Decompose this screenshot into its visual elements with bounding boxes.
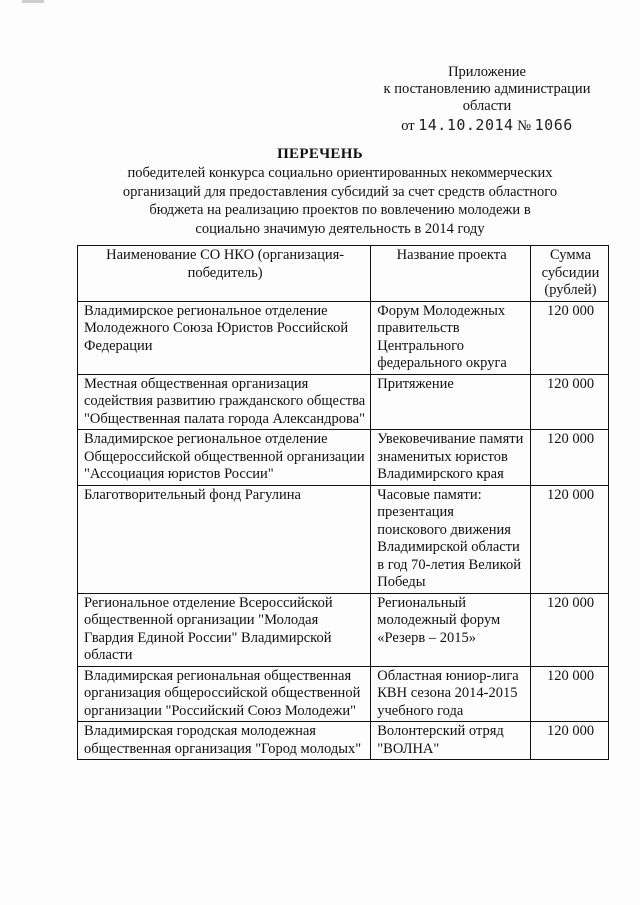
subsidy-amount: 120 000 bbox=[531, 593, 609, 666]
table-row bbox=[78, 722, 609, 760]
header-amount: Сумма субсидии (рублей) bbox=[531, 246, 609, 302]
table-row bbox=[78, 374, 609, 430]
org-name: Владимирская региональная общественная организация общероссийской общественной организации "Российский Союз Молодежи" bbox=[78, 666, 371, 722]
table-row bbox=[78, 430, 609, 486]
document-title: ПЕРЕЧЕНЬ bbox=[277, 146, 363, 162]
date-prefix: от bbox=[401, 118, 415, 134]
project-name: Часовые памяти: презентация поискового движения Владимирской области в год 70-летия Великой Победы bbox=[371, 485, 531, 593]
appendix-line-1: Приложение bbox=[448, 64, 526, 80]
appendix-date-line bbox=[372, 117, 602, 135]
appendix-line-3: области bbox=[462, 98, 512, 114]
subsidy-amount: 120 000 bbox=[531, 301, 609, 374]
header-project: Название проекта bbox=[371, 246, 531, 302]
subsidy-amount: 120 000 bbox=[531, 485, 609, 593]
org-name: Владимирское региональное отделение Молодежного Союза Юристов Российской Федерации bbox=[78, 301, 371, 374]
subsidy-amount: 120 000 bbox=[531, 374, 609, 430]
project-name: Региональный молодежный форум «Резерв – 2015» bbox=[371, 593, 531, 666]
subsidy-amount: 120 000 bbox=[531, 722, 609, 760]
org-name: Владимирская городская молодежная общественная организация "Город молодых" bbox=[78, 722, 371, 760]
org-name: Владимирское региональное отделение Общероссийской общественной организации "Ассоциация юристов России" bbox=[78, 430, 371, 486]
number-value: 1066 bbox=[534, 116, 573, 134]
number-sign: № bbox=[517, 118, 532, 134]
project-name: Увековечивание памяти знаменитых юристов Владимирского края bbox=[371, 430, 531, 486]
date-value: 14.10.2014 bbox=[418, 116, 514, 134]
org-name: Региональное отделение Всероссийской общественной организации "Молодая Гвардия Единой России" Владимирской области bbox=[78, 593, 371, 666]
header-org: Наименование СО НКО (организация-победитель) bbox=[78, 246, 371, 302]
org-name: Местная общественная организация содействия развитию гражданского общества "Общественная палата города Александрова" bbox=[78, 374, 371, 430]
table-header-row bbox=[78, 246, 609, 302]
scan-artifact bbox=[22, 0, 44, 3]
project-name: Притяжение bbox=[371, 374, 531, 430]
table-row bbox=[78, 593, 609, 666]
appendix-line-2: к постановлению администрации bbox=[383, 81, 591, 97]
project-name: Областная юниор-лига КВН сезона 2014-2015 учебного года bbox=[371, 666, 531, 722]
appendix-block bbox=[372, 64, 602, 135]
subsidy-amount: 120 000 bbox=[531, 666, 609, 722]
project-name: Волонтерский отряд "ВОЛНА" bbox=[371, 722, 531, 760]
table-row bbox=[78, 485, 609, 593]
winners-table bbox=[77, 245, 609, 760]
document-subtitle: победителей конкурса социально ориентированных некоммерческих организаций для предоставления субсидий за счет средств областного бюджета на реализацию проектов по вовлечению молодежи в социально значимую деятельность в 2014 году bbox=[122, 165, 558, 237]
org-name: Благотворительный фонд Рагулина bbox=[78, 485, 371, 593]
project-name: Форум Молодежных правительств Центрального федерального округа bbox=[371, 301, 531, 374]
subsidy-amount: 120 000 bbox=[531, 430, 609, 486]
table-row bbox=[78, 301, 609, 374]
table-row bbox=[78, 666, 609, 722]
